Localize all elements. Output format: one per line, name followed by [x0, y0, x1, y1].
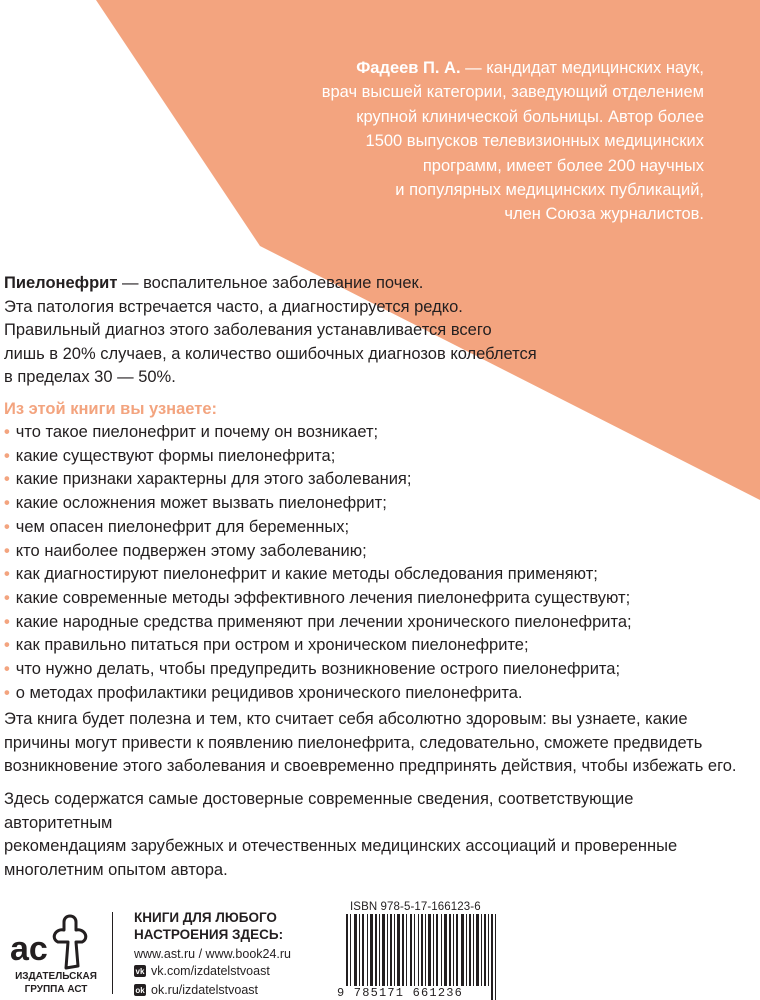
list-item: [4, 468, 632, 492]
author-name: Фадеев П. А.: [356, 59, 461, 77]
vk-link[interactable]: [134, 964, 270, 978]
ok-link[interactable]: [134, 983, 258, 997]
author-bio-line: и популярных медицинских публикаций,: [395, 181, 704, 200]
author-bio: [234, 56, 704, 227]
author-bio-line: 1500 выпусков телевизионных медицинских: [365, 132, 704, 151]
bullet-dot-icon: •: [4, 612, 10, 631]
usefulness-paragraph: [4, 708, 744, 779]
learn-list: [4, 421, 632, 705]
ok-icon: ok: [135, 985, 145, 995]
vk-url: vk.com/izdatelstvoast: [151, 964, 270, 978]
svg-text:ac: ac: [10, 930, 48, 968]
bullet-dot-icon: •: [4, 565, 10, 584]
isbn-label: ISBN 978-5-17-166123-6: [350, 901, 481, 913]
list-item: [4, 516, 632, 540]
publisher-slogan: [134, 909, 283, 943]
author-bio-line: программ, имеет более 200 научных: [422, 156, 704, 175]
paragraph-line: причины могут привести к появлению пиелонефрита, следовательно, сможете предвидеть: [4, 733, 703, 752]
list-item: [4, 611, 632, 635]
reliability-paragraph: [4, 788, 744, 882]
list-item-text: чем опасен пиелонефрит для беременных;: [15, 517, 350, 536]
list-item-text: какие осложнения может вызвать пиелонефрит;: [15, 494, 387, 513]
slogan-line: КНИГИ ДЛЯ ЛЮБОГО: [134, 910, 277, 925]
paragraph-line: Эта книга будет полезна и тем, кто считает себя абсолютно здоровым: вы узнаете, какие: [4, 710, 688, 728]
list-item-text: о методах профилактики рецидивов хронического пиелонефрита.: [15, 683, 523, 702]
publisher-websites[interactable]: www.ast.ru / www.book24.ru: [134, 947, 292, 961]
list-item: [4, 445, 632, 469]
bullet-dot-icon: •: [4, 660, 10, 679]
paragraph-line: многолетним опытом автора.: [4, 860, 228, 879]
paragraph-line: рекомендациям зарубежных и отечественных медицинских ассоциаций и проверенные: [4, 837, 678, 855]
intro-line: в пределах 30 — 50%.: [4, 368, 176, 386]
list-item-text: как диагностируют пиелонефрит и какие методы обследования применяют;: [15, 565, 598, 584]
bullet-dot-icon: •: [4, 446, 10, 465]
intro-paragraph: [4, 272, 564, 390]
publisher-name-line: ГРУППА АСТ: [24, 984, 88, 995]
author-bio-line: крупной клинической больницы. Автор более: [356, 107, 704, 126]
author-bio-line: врач высшей категории, заведующий отделением: [321, 83, 704, 102]
intro-line: — воспалительное заболевание почек.: [117, 274, 424, 292]
bullet-dot-icon: •: [4, 517, 10, 536]
list-item-text: как правильно питаться при остром и хроническом пиелонефрите;: [15, 636, 529, 655]
divider: [112, 912, 113, 994]
bullet-dot-icon: •: [4, 588, 10, 607]
list-item: [4, 658, 632, 682]
list-item-text: какие народные средства применяют при лечении хронического пиелонефрита;: [15, 612, 632, 631]
list-item-text: какие признаки характерны для этого заболевания;: [15, 470, 412, 489]
bullet-dot-icon: •: [4, 470, 10, 489]
intro-line: Эта патология встречается часто, а диагностируется редко.: [4, 297, 463, 316]
list-item: [4, 682, 632, 706]
author-bio-line: — кандидат медицинских наук,: [460, 59, 704, 77]
intro-line: лишь в 20% случаев, а количество ошибочных диагнозов колеблется: [4, 344, 537, 363]
learn-heading: Из этой книги вы узнаете:: [4, 400, 218, 418]
list-item-text: какие существуют формы пиелонефрита;: [15, 446, 336, 465]
list-item: [4, 587, 632, 611]
bullet-dot-icon: •: [4, 494, 10, 513]
bullet-dot-icon: •: [4, 541, 10, 560]
author-bio-line: член Союза журналистов.: [504, 205, 704, 224]
list-item: [4, 634, 632, 658]
paragraph-line: Здесь содержатся самые достоверные современные сведения, соответствующие авторитетным: [4, 790, 634, 832]
intro-term: Пиелонефрит: [4, 274, 118, 292]
paragraph-line: возникновение этого заболевания и своевременно предпринять действия, чтобы избежать его.: [4, 757, 737, 775]
list-item-text: какие современные методы эффективного лечения пиелонефрита существуют;: [15, 588, 631, 607]
ean-digits-text: 9 785171 661236: [337, 986, 464, 1000]
ok-url: ok.ru/izdatelstvoast: [151, 983, 258, 997]
list-item-text: что нужно делать, чтобы предупредить возникновение острого пиелонефрита;: [15, 660, 621, 679]
slogan-line: НАСТРОЕНИЯ ЗДЕСЬ:: [134, 927, 284, 942]
publisher-name-line: ИЗДАТЕЛЬСКАЯ: [15, 971, 97, 982]
bullet-dot-icon: •: [4, 423, 10, 441]
list-item: [4, 492, 632, 516]
list-item: [4, 540, 632, 564]
vk-icon: vk: [135, 966, 145, 976]
list-item-text: что такое пиелонефрит и почему он возникает;: [15, 423, 379, 441]
intro-line: Правильный диагноз этого заболевания устанавливается всего: [4, 321, 492, 339]
list-item: [4, 563, 632, 587]
publisher-name: [8, 970, 104, 996]
bullet-dot-icon: •: [4, 683, 10, 702]
list-item-text: кто наиболее подвержен этому заболеванию;: [15, 541, 367, 560]
list-item: [4, 421, 632, 445]
bullet-dot-icon: •: [4, 636, 10, 655]
ean-digits: [336, 986, 506, 1000]
